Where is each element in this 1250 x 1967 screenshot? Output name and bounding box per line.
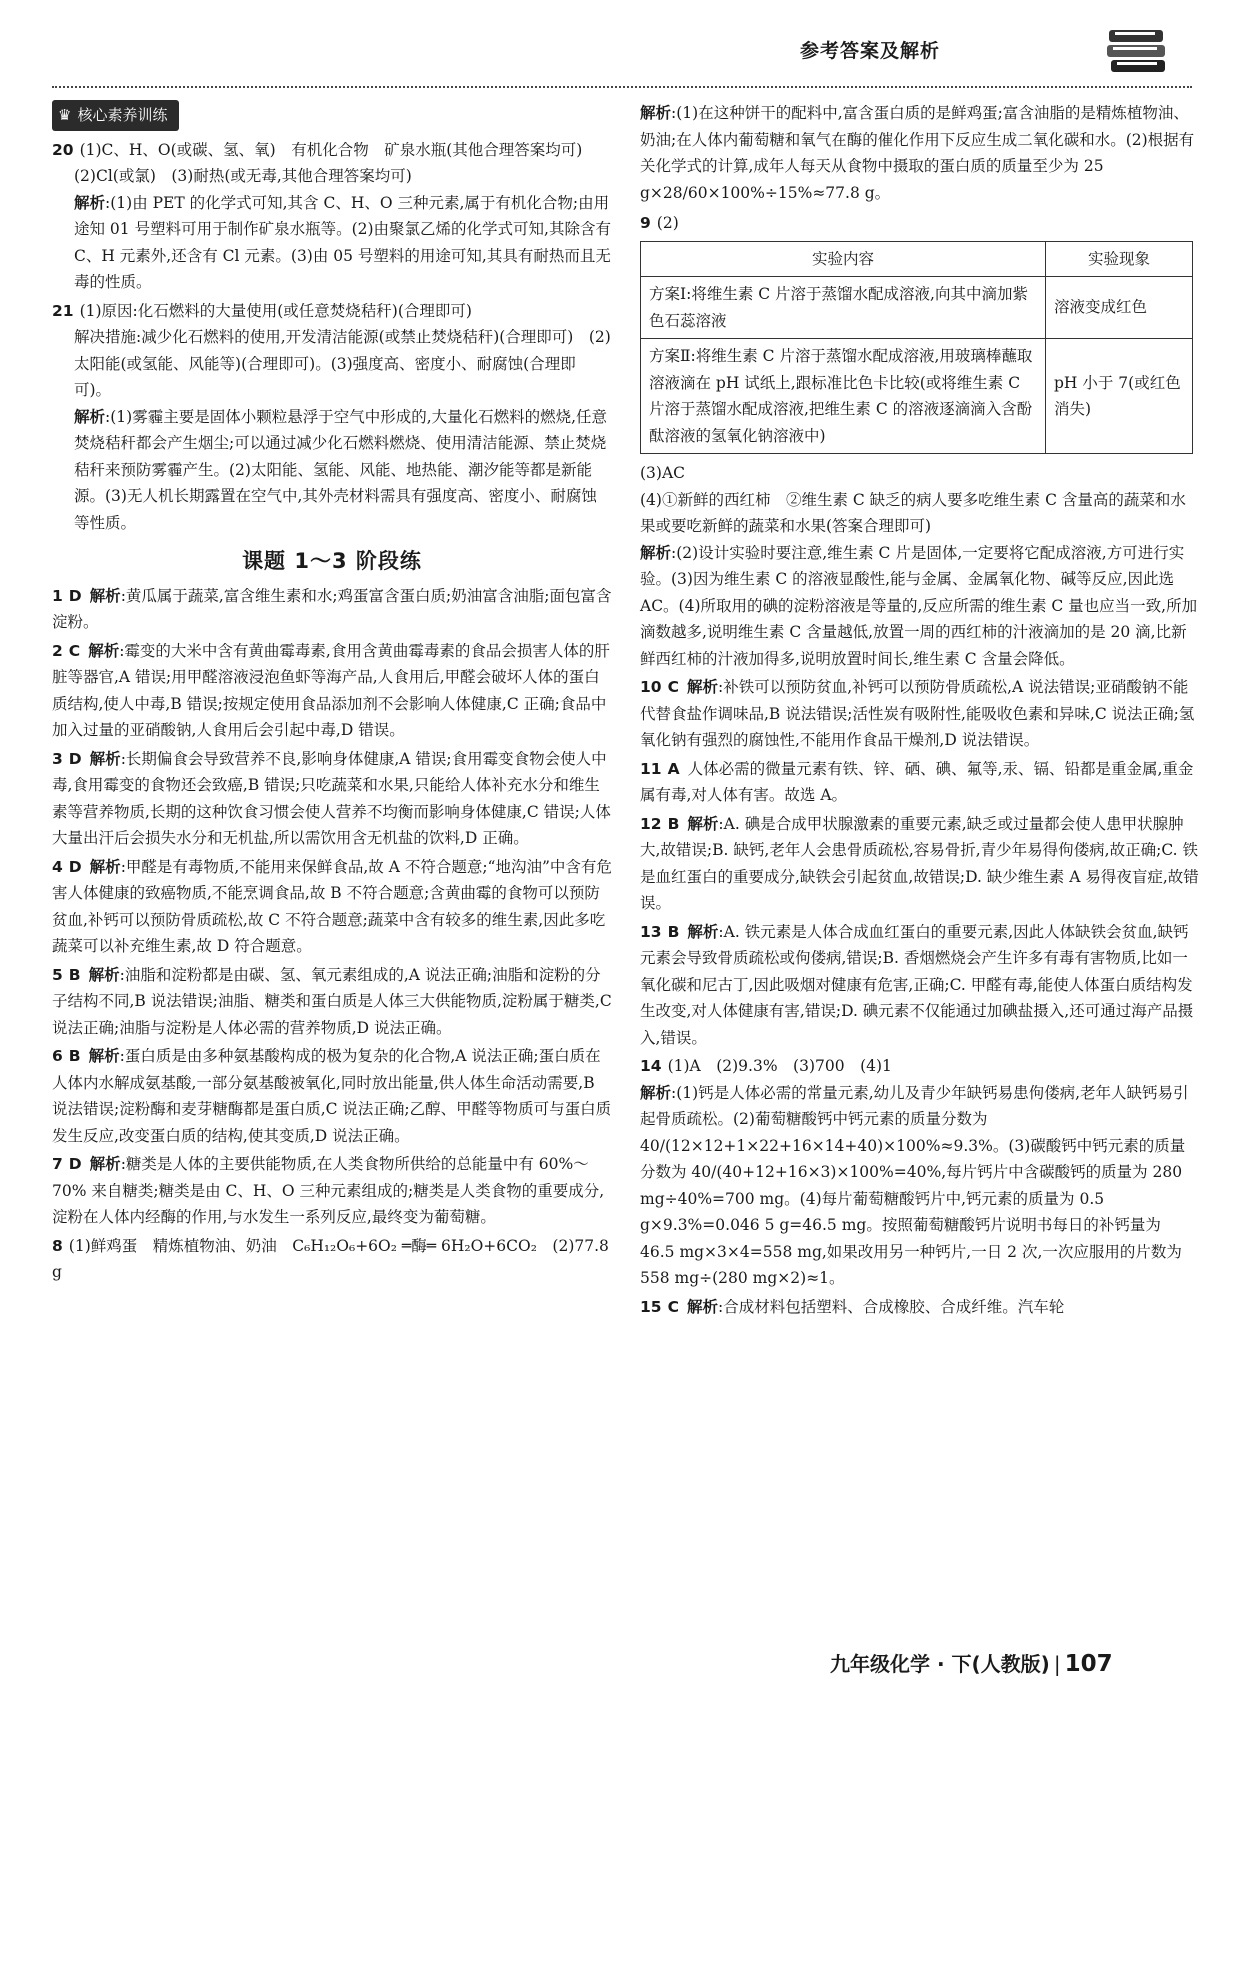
question-8: 8 (1)鲜鸡蛋 精炼植物油、奶油 C₆H₁₂O₆+6O₂ ═酶═ 6H₂O+6CO₂ (2)77.8 g	[52, 1236, 609, 1281]
question-12: 12 B 解析:A. 碘是合成甲状腺激素的重要元素,缺乏或过量都会使人患甲状腺肿大,故错误;B. 缺钙,老年人会患骨质疏松,容易骨折,青少年易得佝偻病,故正确;C. 铁是血红蛋白的重要成分,缺铁会引起贫血,故错误;D. 缺少维生素 A 易得夜盲症,故错误。	[640, 814, 1199, 912]
question-6: 6 B 解析:蛋白质是由多种氨基酸构成的极为复杂的化合物,A 说法正确;蛋白质在人体内水解成氨基酸,一部分氨基酸被氧化,同时放出能量,供人体生命活动需要,B 说法错误;淀粉酶和麦芽糖酶都是蛋白质,C 说法正确;乙醇、甲醛等物质可与蛋白质发生反应,改变蛋白质的结构,使其变质,D 说法正确。	[52, 1047, 612, 1145]
table-cell: pH 小于 7(或红色消失)	[1046, 339, 1193, 454]
question-7: 7 D 解析:糖类是人体的主要供能物质,在人类食物所供给的总能量中有 60%～70% 来自糖类;糖类是由 C、H、O 三种元素组成的;糖类是人类食物的重要成分,淀粉在人体内经酶的作用,与水发生一系列反应,最终变为葡萄糖。	[52, 1155, 605, 1226]
book-title: 九年级化学 · 下(人教版)	[830, 1652, 1050, 1676]
question-number: 21	[52, 301, 74, 320]
question-10: 10 C 解析:补铁可以预防贫血,补钙可以预防骨质疏松,A 说法错误;亚硝酸钠不能代替食盐作调味品,B 说法错误;活性炭有吸附性,能吸收色素和异味,C 说法正确;氢氧化钠有强烈的腐蚀性,不能用作食品干燥剂,D 说法错误。	[640, 678, 1195, 749]
section-badge	[52, 100, 179, 131]
answer-text-2: (2)Cl(或氯) (3)耐热(或无毒,其他合理答案均可)	[74, 167, 412, 185]
question-21	[52, 298, 612, 537]
table-row	[641, 339, 1193, 454]
question-1: 1 D 解析:黄瓜属于蔬菜,富含维生素和水;鸡蛋富含蛋白质;奶油富含油脂;面包富含淀粉。	[52, 586, 612, 631]
table-cell: 方案Ⅱ:将维生素 C 片溶于蒸馏水配成溶液,用玻璃棒蘸取溶液滴在 pH 试纸上,跟标准比色卡比较(或将维生素 C 片溶于蒸馏水配成溶液,把维生素 C 的溶液逐滴滴入含酚酞溶液的氢氧化钠溶液中)	[641, 339, 1046, 454]
question-5: 5 B 解析:油脂和淀粉都是由碳、氢、氧元素组成的,A 说法正确;油脂和淀粉的分子结构不同,B 说法错误;油脂、糖类和蛋白质是人体三大供能物质,淀粉属于糖类,C 说法正确;油脂与淀粉是人体必需的营养物质,D 说法正确。	[52, 965, 612, 1037]
question-14: 14 (1)A (2)9.3% (3)700 (4)1 解析:(1)钙是人体必需的常量元素,幼儿及青少年缺钙易患佝偻病,老年人缺钙易引起骨质疏松。(2)葡萄糖酸钙中钙元素的质量分数为 40/(12×12+1×22+16×14+40)×100%≈9.3%。(3)碳酸钙中钙元素的质量分数为 40/(40+12+16×3)×100%=40%,每片钙片中含碳酸钙的质量为 280 mg÷40%=700 mg。(4)每片葡萄糖酸钙片中,钙元素的质量为 0.5 g×9.3%=0.046 5 g=46.5 mg。按照葡萄糖酸钙片说明书每日的补钙量为 46.5 mg×3×4=558 mg,如果改用另一种钙片,一日 2 次,一次应服用的片数为 558 mg÷(280 mg×2)≈1。	[640, 1053, 1200, 1292]
question-3: 3 D 解析:长期偏食会导致营养不良,影响身体健康,A 错误;食用霉变食物会使人中毒,食用霉变的食物还会致癌,B 错误;只吃蔬菜和水果,只能给人体补充水分和维生素等营养物质,长期的这种饮食习惯会使人营养不均衡而影响身体健康,C 错误;人体大量出汗后会损失水分和无机盐,所以需饮用含无机盐的饮料,D 正确。	[52, 749, 611, 847]
books-icon	[1105, 26, 1169, 76]
question-11: 11 A 人体必需的微量元素有铁、锌、硒、碘、氟等,汞、镉、铅都是重金属,重金属有毒,对人体有害。故选 A。	[640, 759, 1194, 804]
explanation: 解析:(1)雾霾主要是固体小颗粒悬浮于空气中形成的,大量化石燃料的燃烧,任意焚烧秸秆都会产生烟尘;可以通过减少化石燃料燃烧、使用清洁能源、禁止焚烧秸秆来预防雾霾产生。(2)太阳能、氢能、风能、地热能、潮汐能等都是新能源。(3)无人机长期露置在空气中,其外壳材料需具有强度高、密度小、耐腐蚀等性质。	[74, 407, 608, 532]
section-title: 课题 1～3 阶段练	[242, 549, 422, 573]
table-header: 实验现象	[1046, 241, 1193, 277]
question-20	[52, 137, 612, 296]
header-title: 参考答案及解析	[800, 40, 941, 62]
question-4: 4 D 解析:甲醛是有毒物质,不能用来保鲜食品,故 A 不符合题意;“地沟油”中含有危害人体健康的致癌物质,不能烹调食品,故 B 不符合题意;含黄曲霉的食物可以预防贫血,补钙可以预防骨质疏松,故 C 不符合题意;蔬菜中含有较多的维生素,因此多吃蔬菜可以补充维生素,故 D 符合题意。	[52, 857, 612, 955]
answer-text: (1)原因:化石燃料的大量使用(或任意焚烧秸秆)(合理即可)	[79, 301, 472, 320]
left-column	[52, 100, 612, 1288]
question-8-explanation: 解析:(1)在这种饼干的配料中,富含蛋白质的是鲜鸡蛋;富含油脂的是精炼植物油、奶油;在人体内葡萄糖和氧气在酶的催化作用下反应生成二氧化碳和水。(2)根据有关化学式的计算,成年人每天从食物中摄取的蛋白质的质量至少为 25 g×28/60×100%÷15%≈77.8 g。	[640, 104, 1195, 202]
page-footer	[830, 1648, 1113, 1677]
table-row	[641, 277, 1193, 339]
question-2: 2 C 解析:霉变的大米中含有黄曲霉毒素,食用含黄曲霉毒素的食品会损害人体的肝脏等器官,A 错误;用甲醛溶液浸泡鱼虾等海产品,人食用后,甲醛会破坏人体的蛋白质结构,使人中毒,B 错误;按规定使用食品添加剂不会影响人体健康,C 正确;食品中加入过量的亚硝酸钠,人食用后会引起中毒,D 错误。	[52, 641, 610, 739]
table-header-row	[641, 241, 1193, 277]
question-number: 9	[640, 214, 651, 232]
question-15: 15 C 解析:合成材料包括塑料、合成橡胶、合成纤维。汽车轮	[640, 1297, 1065, 1316]
crown-icon: ♛	[58, 106, 72, 124]
answer-part-4: (4)①新鲜的西红柿 ②维生素 C 缺乏的病人要多吃维生素 C 含量高的蔬菜和水果或要吃新鲜的蔬菜和水果(答案合理即可)	[640, 490, 1186, 535]
question-number: 20	[52, 140, 74, 159]
question-number: 14	[640, 1057, 662, 1075]
question-13: 13 B 解析:A. 铁元素是人体合成血红蛋白的重要元素,因此人体缺铁会贫血,缺钙元素会导致骨质疏松或佝偻病,错误;B. 香烟燃烧会产生许多有毒有害物质,比如一氧化碳和尼古丁,因此吸烟对健康有危害,正确;C. 甲醛有毒,能使人体蛋白质结构发生改变,对人体健康有害,错误;D. 碘元素不仅能通过加碘盐摄入,还可通过海产品摄入,错误。	[640, 922, 1194, 1047]
footer-separator: |	[1053, 1652, 1061, 1676]
page-header	[0, 0, 1250, 95]
experiment-table	[640, 241, 1193, 455]
explanation: 解析:(1)由 PET 的化学式可知,其含 C、H、O 三种元素,属于有机化合物;由用途知 01 号塑料可用于制作矿泉水瓶等。(2)由聚氯乙烯的化学式可知,其除含有 C、H 元素外,还含有 Cl 元素。(3)由 05 号塑料的用途可知,其具有耐热而且无毒的性质。	[74, 193, 611, 291]
table-cell: 方案Ⅰ:将维生素 C 片溶于蒸馏水配成溶液,向其中滴加紫色石蕊溶液	[641, 277, 1046, 339]
answer-part-3: (3)AC	[640, 464, 686, 482]
explanation: 解析:(2)设计实验时要注意,维生素 C 片是固体,一定要将它配成溶液,方可进行实验。(3)因为维生素 C 的溶液显酸性,能与金属、金属氧化物、碱等反应,因此选 AC。(4)所取用的碘的淀粉溶液是等量的,反应所需的维生素 C 量也应当一致,所加滴数越多,说明维生素 C 含量越低,放置一周的西红柿的汁液滴加的是 20 滴,比新鲜西红柿的汁液加得多,说明放置时间长,维生素 C 含量会降低。	[640, 543, 1198, 668]
answer-text: (1)C、H、O(或碳、氢、氧) 有机化合物 矿泉水瓶(其他合理答案均可)	[79, 140, 583, 159]
explanation: 解析:(1)钙是人体必需的常量元素,幼儿及青少年缺钙易患佝偻病,老年人缺钙易引起骨质疏松。(2)葡萄糖酸钙中钙元素的质量分数为 40/(12×12+1×22+16×14+40)×100%≈9.3%。(3)碳酸钙中钙元素的质量分数为 40/(40+12+16×3)×100%=40%,每片钙片中含碳酸钙的质量为 280 mg÷40%=700 mg。(4)每片葡萄糖酸钙片中,钙元素的质量为 0.5 g×9.3%=0.046 5 g=46.5 mg。按照葡萄糖酸钙片说明书每日的补钙量为 46.5 mg×3×4=558 mg,如果改用另一种钙片,一日 2 次,一次应服用的片数为 558 mg÷(280 mg×2)≈1。	[640, 1083, 1189, 1287]
section-badge-label: 核心素养训练	[77, 106, 168, 124]
table-cell: 溶液变成红色	[1046, 277, 1193, 339]
table-header: 实验内容	[641, 241, 1046, 277]
page-number: 107	[1064, 1651, 1113, 1677]
answer-text-2: 解决措施:减少化石燃料的使用,开发清洁能源(或禁止焚烧秸秆)(合理即可) (2)太阳能(或氢能、风能等)(合理即可)。(3)强度高、密度小、耐腐蚀(合理即可)。	[74, 328, 611, 399]
header-divider	[52, 86, 1192, 88]
question-9: 9 (2) 实验内容 实验现象 方案Ⅰ:将维生素 C 片溶于蒸馏水配成溶液,向其中滴加紫色石蕊溶液 溶液变成红色 方案Ⅱ:将维生素 C 片溶于蒸馏水配成溶液,用玻璃棒蘸取溶液滴在 pH 试纸上,跟标准比色卡比较(或将维生素 C 片溶于蒸馏水配成溶液,把维生素 C 的溶液逐滴滴入含酚酞溶液的氢氧化钠溶液中) pH 小于 7(或红色消失) (3)AC (4)①新鲜的西红柿 ②维生素 C 缺乏的病人要多吃维生素 C 含量高的蔬菜和水果或要吃新鲜的蔬菜和水果(答案合理即可) 解析:(2)设计实验时要注意,维生素 C 片是固体,一定要将它配成溶液,方可进行实验。(3)因为维生素 C 的溶液显酸性,能与金属、金属氧化物、碱等反应,因此选 AC。(4)所取用的碘的淀粉溶液是等量的,反应所需的维生素 C 量也应当一致,所加滴数越多,说明维生素 C 含量越低,放置一周的西红柿的汁液滴加的是 20 滴,比新鲜西红柿的汁液加得多,说明放置时间长,维生素 C 含量会降低。	[640, 210, 1200, 672]
right-column	[640, 100, 1200, 1322]
